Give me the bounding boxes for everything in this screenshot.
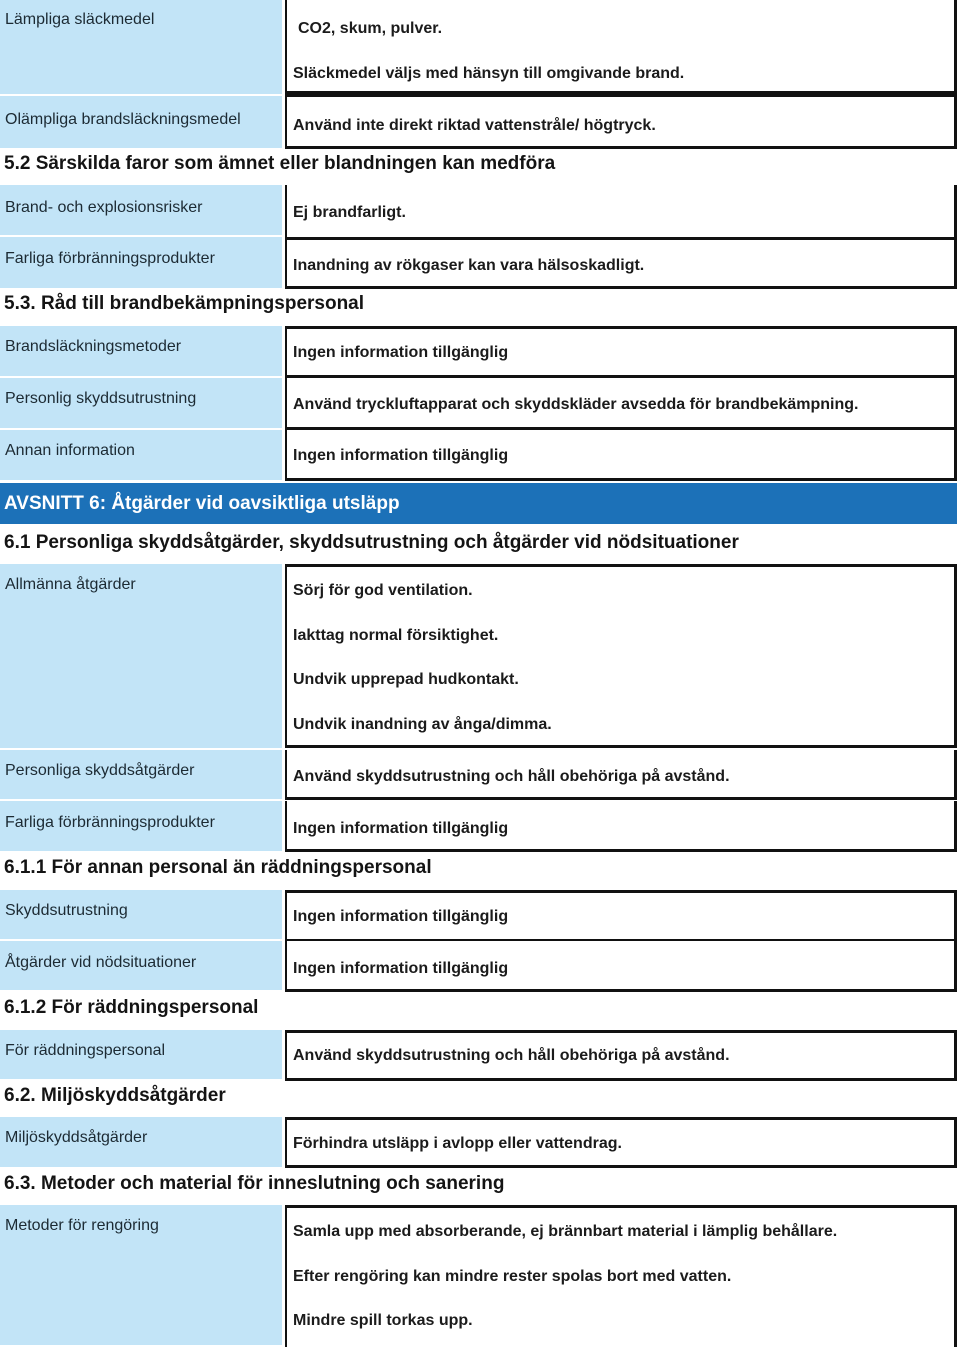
subsection-title-6-1-1: 6.1.1 För annan personal än räddningspersonal bbox=[4, 857, 432, 878]
value-line: Ej brandfarligt. bbox=[293, 204, 406, 221]
value-line: Använd skyddsutrustning och håll obehöriga på avstånd. bbox=[293, 768, 730, 785]
value-line: Inandning av rökgaser kan vara hälsoskadligt. bbox=[293, 257, 645, 274]
label-personal-measures: Personliga skyddsåtgärder bbox=[0, 750, 282, 799]
label-combustion-products: Farliga förbränningsprodukter bbox=[0, 237, 282, 288]
value-line: Använd skyddsutrustning och håll obehöriga på avstånd. bbox=[293, 1047, 730, 1064]
label-general-measures: Allmänna åtgärder bbox=[0, 564, 282, 748]
value-line: Använd tryckluftapparat och skyddskläder avsedda för brandbekämpning. bbox=[293, 396, 859, 413]
value-line: Ingen information tillgänglig bbox=[293, 960, 509, 977]
value-line: Ingen information tillgänglig bbox=[293, 447, 509, 464]
label-combustion-products-6: Farliga förbränningsprodukter bbox=[0, 801, 282, 851]
label-environmental-precautions: Miljöskyddsåtgärder bbox=[0, 1117, 282, 1167]
label-unsuitable-extinguishing: Olämpliga brandsläckningsmedel bbox=[0, 96, 282, 148]
label-cleaning-methods: Metoder för rengöring bbox=[0, 1205, 282, 1345]
label-personal-protective: Personlig skyddsutrustning bbox=[0, 378, 282, 428]
value-line: Använd inte direkt riktad vattenstråle/ högtryck. bbox=[293, 117, 656, 134]
value-line: Förhindra utsläpp i avlopp eller vattendrag. bbox=[293, 1135, 622, 1152]
subsection-title-5-3: 5.3. Råd till brandbekämpningspersonal bbox=[4, 293, 365, 314]
value-line: Sörj för god ventilation. bbox=[293, 582, 473, 599]
subsection-title-6-1-2: 6.1.2 För räddningspersonal bbox=[4, 997, 259, 1018]
label-other-information: Annan information bbox=[0, 430, 282, 480]
label-emergency-responders: För räddningspersonal bbox=[0, 1030, 282, 1079]
section-6-header: AVSNITT 6: Åtgärder vid oavsiktliga utsläpp bbox=[0, 483, 957, 524]
value-line: Samla upp med absorberande, ej brännbart material i lämplig behållare. bbox=[293, 1223, 838, 1240]
subsection-title-6-1: 6.1 Personliga skyddsåtgärder, skyddsutrustning och åtgärder vid nödsituationer bbox=[4, 532, 739, 553]
value-line: Ingen information tillgänglig bbox=[293, 820, 509, 837]
subsection-title-5-2: 5.2 Särskilda faror som ämnet eller blandningen kan medföra bbox=[4, 153, 556, 174]
value-line: Undvik inandning av ånga/dimma. bbox=[293, 716, 552, 733]
value-line: CO2, skum, pulver. bbox=[298, 20, 443, 37]
subsection-title-6-2: 6.2. Miljöskyddsåtgärder bbox=[4, 1085, 226, 1106]
value-line: Iakttag normal försiktighet. bbox=[293, 627, 499, 644]
value-line: Släckmedel väljs med hänsyn till omgivande brand. bbox=[293, 65, 685, 82]
value-line: Mindre spill torkas upp. bbox=[293, 1312, 473, 1329]
value-line: Ingen information tillgänglig bbox=[293, 344, 509, 361]
label-firefighting-methods: Brandsläckningsmetoder bbox=[0, 326, 282, 376]
subsection-title-6-3: 6.3. Metoder och material för inneslutning och sanering bbox=[4, 1173, 505, 1194]
label-fire-risk: Brand- och explosionsrisker bbox=[0, 185, 282, 235]
label-suitable-extinguishing: Lämpliga släckmedel bbox=[0, 0, 282, 94]
value-line: Efter rengöring kan mindre rester spolas bort med vatten. bbox=[293, 1268, 732, 1285]
value-line: Undvik upprepad hudkontakt. bbox=[293, 671, 519, 688]
label-protective-equipment: Skyddsutrustning bbox=[0, 890, 282, 939]
label-emergency-measures: Åtgärder vid nödsituationer bbox=[0, 941, 282, 990]
value-line: Ingen information tillgänglig bbox=[293, 908, 509, 925]
